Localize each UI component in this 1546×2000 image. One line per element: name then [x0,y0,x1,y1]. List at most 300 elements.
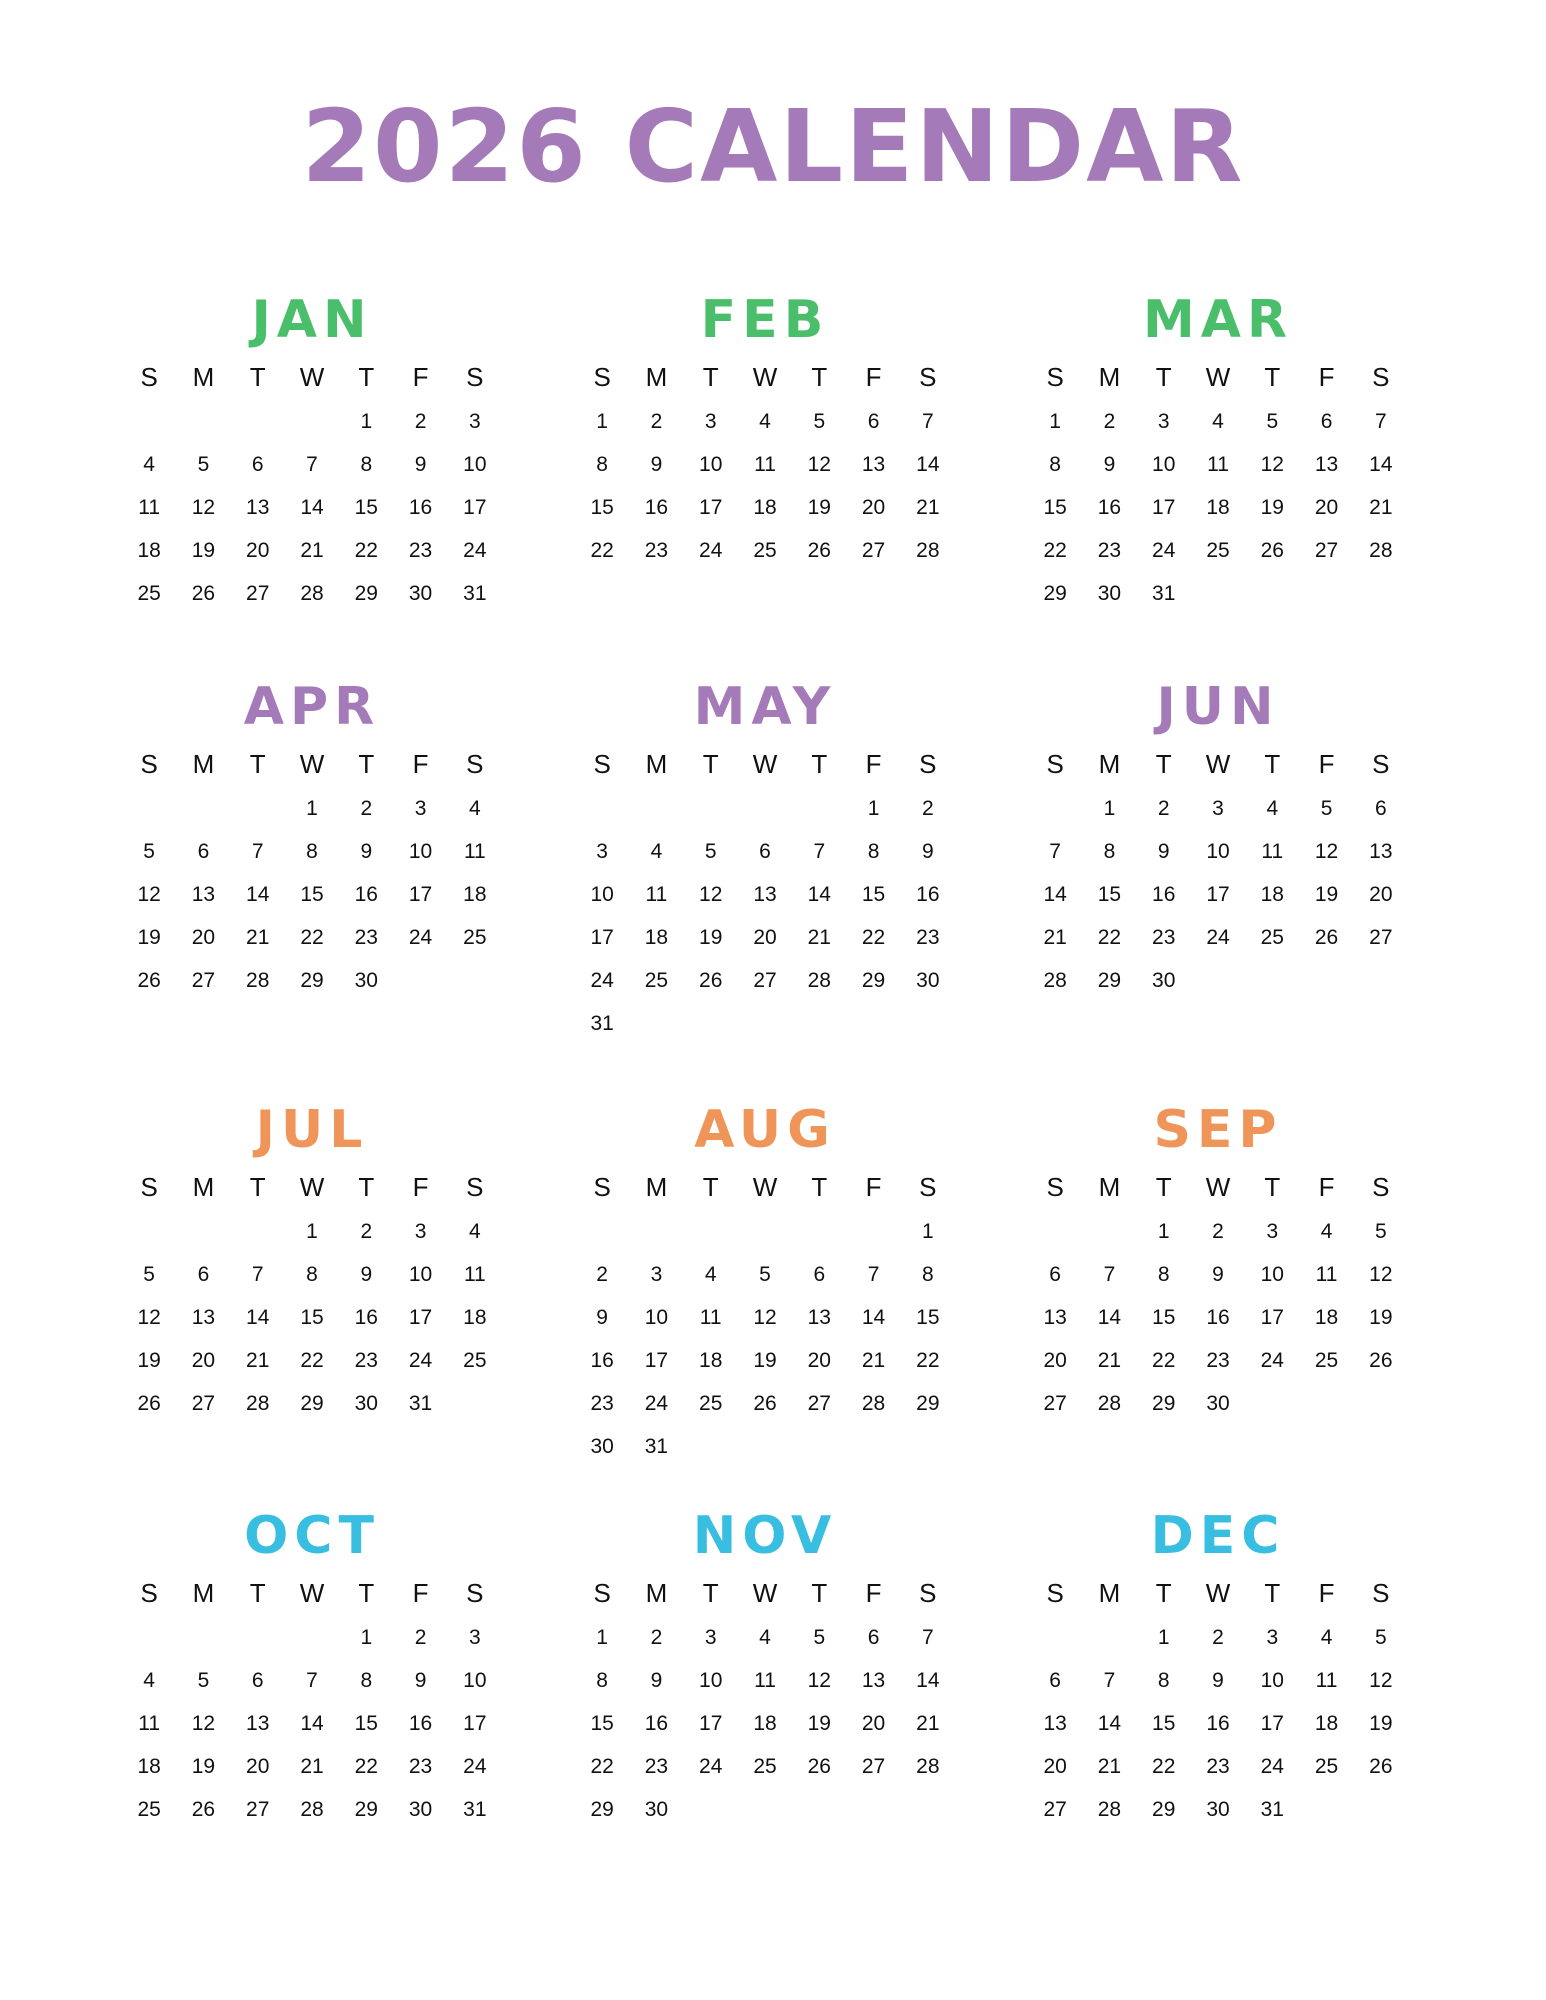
day-cell: 29 [1152,1798,1176,1821]
day-cell: 19 [1260,496,1284,519]
day-cell: 1 [360,1626,373,1649]
day-grid [1028,360,1408,615]
weekday-label: W [299,1578,325,1608]
weekday-label: S [1372,362,1390,392]
day-cell: 5 [759,1263,771,1286]
day-cell: 15 [1043,496,1067,519]
day-cell: 22 [1152,1755,1176,1778]
day-cell: 14 [807,883,831,906]
empty-day [629,787,683,830]
day-cell: 22 [590,539,614,562]
day-cell: 2 [360,1220,373,1243]
day-cell: 17 [463,496,487,519]
day-cell: 14 [1043,883,1067,906]
day-cell: 26 [1260,539,1284,562]
month-feb [575,290,955,572]
day-cell: 7 [1049,840,1061,863]
day-grid [575,360,955,572]
day-cell: 13 [191,883,216,906]
day-cell: 20 [246,539,270,562]
empty-day [231,1210,285,1253]
day-cell: 24 [408,1349,433,1372]
month-jul [122,1100,502,1425]
weekday-label: F [1318,1578,1335,1608]
day-cell: 29 [1043,582,1067,605]
day-cell: 7 [922,1626,934,1649]
day-cell: 1 [596,410,608,433]
day-cell: 15 [300,883,324,906]
weekday-label: F [865,362,882,392]
day-cell: 27 [191,969,216,992]
day-cell: 2 [1103,410,1116,433]
day-cell: 20 [807,1349,831,1372]
weekday-label: S [919,749,937,779]
day-cell: 31 [590,1012,614,1035]
day-cell: 5 [813,410,826,433]
day-cell: 21 [1097,1755,1122,1778]
empty-day [846,1210,900,1253]
day-cell: 25 [1206,539,1230,562]
weekday-label: W [1205,1172,1231,1202]
day-cell: 2 [650,1626,663,1649]
day-cell: 14 [246,883,270,906]
day-cell: 18 [463,1306,487,1329]
day-cell: 15 [916,1306,940,1329]
day-cell: 6 [1049,1669,1061,1692]
day-grid [575,747,955,1045]
day-cell: 11 [699,1306,722,1329]
day-cell: 17 [1206,883,1230,906]
empty-day [285,400,339,443]
day-cell: 30 [916,969,940,992]
weekday-label: W [1205,362,1231,392]
weekday-label: M [192,1172,215,1202]
empty-day [122,1210,176,1253]
weekday-label: F [865,1578,882,1608]
day-cell: 7 [306,1669,318,1692]
day-cell: 10 [644,1306,669,1329]
empty-day [122,787,176,830]
weekday-label: W [1205,1578,1231,1608]
day-cell: 30 [354,969,378,992]
month-name: FEB [700,290,830,350]
empty-day [231,787,285,830]
day-cell: 4 [704,1263,717,1286]
weekday-label: T [249,749,266,779]
day-cell: 20 [191,1349,216,1372]
day-cell: 3 [469,410,481,433]
day-cell: 1 [306,1220,318,1243]
day-cell: 30 [1097,582,1122,605]
day-grid [575,1170,955,1468]
day-cell: 3 [414,797,427,820]
day-cell: 26 [191,582,216,605]
day-cell: 3 [650,1263,663,1286]
day-cell: 1 [1049,410,1061,433]
day-cell: 10 [1152,453,1176,476]
weekday-label: S [466,749,484,779]
day-cell: 18 [463,883,487,906]
day-grid [122,1170,502,1425]
month-name: SEP [1153,1100,1283,1160]
day-cell: 6 [867,1626,880,1649]
day-cell: 10 [699,1669,723,1692]
day-cell: 23 [644,539,669,562]
day-cell: 20 [861,1712,886,1735]
weekday-label: S [1046,1172,1064,1202]
day-cell: 15 [354,496,378,519]
month-sep [1028,1100,1408,1425]
day-cell: 23 [1097,539,1122,562]
month-apr [122,677,502,1002]
day-cell: 22 [300,1349,324,1372]
weekday-label: S [466,362,484,392]
empty-day [792,787,846,830]
month-name: APR [243,677,381,737]
day-cell: 19 [191,539,216,562]
day-cell: 5 [143,840,155,863]
day-cell: 8 [596,453,608,476]
weekday-label: W [752,749,778,779]
day-cell: 30 [590,1435,614,1458]
day-cell: 19 [753,1349,777,1372]
day-cell: 13 [861,1669,886,1692]
weekday-label: T [702,1578,719,1608]
day-cell: 6 [197,1263,210,1286]
day-cell: 7 [251,840,264,863]
day-cell: 2 [414,1626,427,1649]
weekday-label: F [412,362,429,392]
day-cell: 26 [699,969,723,992]
day-cell: 21 [916,496,940,519]
day-cell: 10 [1260,1669,1284,1692]
day-cell: 18 [1314,1712,1339,1735]
weekday-label: S [1046,1578,1064,1608]
day-cell: 20 [861,496,886,519]
day-cell: 17 [1260,1306,1284,1329]
empty-day [1082,1616,1136,1659]
day-cell: 9 [1212,1669,1224,1692]
day-cell: 14 [300,1712,324,1735]
month-dec [1028,1506,1408,1831]
day-cell: 15 [1097,883,1122,906]
day-cell: 23 [916,926,940,949]
day-cell: 6 [251,1669,264,1692]
day-grid [122,747,502,1002]
day-cell: 2 [596,1263,608,1286]
day-cell: 19 [1369,1712,1393,1735]
day-cell: 15 [354,1712,378,1735]
day-cell: 10 [463,1669,487,1692]
day-cell: 28 [1043,969,1067,992]
page-title: 2026 CALENDAR [301,88,1245,205]
day-cell: 7 [251,1263,264,1286]
day-cell: 7 [813,840,826,863]
weekday-label: T [358,362,375,392]
day-cell: 26 [191,1798,216,1821]
day-cell: 6 [251,453,264,476]
month-name: NOV [692,1506,838,1566]
month-jan [122,290,502,615]
weekday-label: M [645,749,668,779]
day-cell: 24 [463,1755,487,1778]
day-cell: 30 [354,1392,378,1415]
day-cell: 30 [408,582,433,605]
empty-day [122,400,176,443]
day-cell: 8 [922,1263,934,1286]
day-cell: 21 [916,1712,940,1735]
day-cell: 4 [759,1626,771,1649]
day-cell: 12 [807,453,831,476]
day-cell: 21 [861,1349,886,1372]
day-cell: 14 [1097,1712,1122,1735]
day-cell: 8 [306,840,318,863]
day-cell: 10 [699,453,723,476]
day-cell: 10 [408,1263,433,1286]
empty-day [231,400,285,443]
day-cell: 5 [197,1669,210,1692]
day-cell: 14 [1369,453,1393,476]
day-cell: 16 [408,1712,433,1735]
day-cell: 20 [191,926,216,949]
weekday-label: M [645,1172,668,1202]
day-cell: 8 [1049,453,1061,476]
day-cell: 19 [137,926,161,949]
weekday-label: S [593,1578,611,1608]
weekday-label: S [140,362,158,392]
day-cell: 31 [1260,1798,1284,1821]
month-name: JUN [1156,677,1280,737]
weekday-label: T [358,1578,375,1608]
day-cell: 22 [1097,926,1122,949]
day-cell: 31 [1152,582,1176,605]
empty-day [176,787,230,830]
empty-day [176,1616,230,1659]
day-cell: 11 [463,1263,486,1286]
day-cell: 29 [300,1392,324,1415]
day-cell: 29 [1152,1392,1176,1415]
day-cell: 28 [807,969,831,992]
day-cell: 19 [807,1712,831,1735]
day-cell: 29 [354,1798,378,1821]
day-cell: 24 [1260,1755,1284,1778]
day-cell: 3 [469,1626,481,1649]
day-cell: 7 [867,1263,880,1286]
day-cell: 19 [191,1755,216,1778]
empty-day [1028,1616,1082,1659]
day-cell: 29 [1097,969,1122,992]
day-cell: 9 [596,1306,608,1329]
weekday-label: T [358,1172,375,1202]
day-cell: 19 [699,926,723,949]
day-cell: 9 [922,840,934,863]
day-cell: 24 [590,969,614,992]
day-cell: 12 [1314,840,1339,863]
day-cell: 10 [463,453,487,476]
day-cell: 25 [753,539,777,562]
day-grid [1028,747,1408,1002]
weekday-label: W [752,362,778,392]
day-cell: 24 [699,1755,723,1778]
day-cell: 17 [1152,496,1176,519]
day-cell: 27 [1314,539,1339,562]
day-cell: 20 [1314,496,1339,519]
weekday-label: F [412,749,429,779]
weekday-label: W [299,1172,325,1202]
day-cell: 18 [753,1712,777,1735]
day-cell: 2 [1157,797,1170,820]
day-cell: 9 [650,453,663,476]
day-cell: 12 [753,1306,777,1329]
day-cell: 22 [354,1755,378,1778]
day-cell: 26 [807,539,831,562]
day-cell: 28 [246,1392,270,1415]
day-cell: 17 [644,1349,669,1372]
day-cell: 21 [1369,496,1393,519]
day-cell: 21 [246,1349,270,1372]
day-cell: 22 [354,539,378,562]
weekday-label: T [249,1172,266,1202]
day-cell: 21 [1097,1349,1122,1372]
day-cell: 10 [408,840,433,863]
day-cell: 15 [1152,1712,1176,1735]
day-cell: 21 [300,1755,324,1778]
day-cell: 22 [1043,539,1067,562]
day-cell: 4 [1320,1626,1333,1649]
month-name: MAR [1142,290,1294,350]
day-cell: 3 [1157,410,1170,433]
day-cell: 3 [414,1220,427,1243]
day-cell: 13 [1314,453,1339,476]
empty-day [575,1210,629,1253]
day-cell: 27 [861,1755,886,1778]
empty-day [1028,787,1082,830]
weekday-label: S [140,1172,158,1202]
day-cell: 17 [699,1712,723,1735]
day-cell: 1 [1157,1626,1170,1649]
day-cell: 21 [1043,926,1067,949]
day-cell: 18 [137,1755,161,1778]
day-cell: 16 [1097,496,1122,519]
day-cell: 12 [1369,1669,1393,1692]
empty-day [1028,1210,1082,1253]
day-cell: 4 [1212,410,1224,433]
day-cell: 14 [1097,1306,1122,1329]
day-cell: 5 [197,453,210,476]
weekday-label: S [140,749,158,779]
day-cell: 11 [754,1669,776,1692]
day-cell: 2 [650,410,663,433]
day-cell: 21 [300,539,324,562]
day-cell: 8 [306,1263,318,1286]
day-cell: 2 [1212,1220,1224,1243]
day-cell: 15 [300,1306,324,1329]
day-cell: 7 [1375,410,1387,433]
day-cell: 16 [408,496,433,519]
day-cell: 1 [1103,797,1116,820]
day-cell: 26 [753,1392,777,1415]
day-cell: 11 [138,496,161,519]
weekday-label: S [919,362,937,392]
day-grid [122,1576,502,1831]
day-cell: 12 [137,883,161,906]
day-cell: 17 [408,883,433,906]
day-grid [122,360,502,615]
day-cell: 22 [590,1755,614,1778]
day-cell: 11 [1315,1669,1338,1692]
day-cell: 30 [1206,1392,1230,1415]
day-cell: 27 [807,1392,831,1415]
day-cell: 12 [1260,453,1284,476]
empty-day [684,787,738,830]
day-cell: 16 [644,1712,669,1735]
day-cell: 1 [867,797,880,820]
day-cell: 20 [1043,1349,1067,1372]
day-cell: 15 [590,1712,614,1735]
day-cell: 8 [1157,1263,1170,1286]
day-cell: 14 [861,1306,886,1329]
day-cell: 28 [1097,1392,1122,1415]
day-cell: 18 [1314,1306,1339,1329]
day-cell: 5 [1375,1220,1387,1243]
day-cell: 16 [644,496,669,519]
day-cell: 11 [463,840,486,863]
day-cell: 25 [463,926,487,949]
day-cell: 1 [922,1220,934,1243]
month-name: OCT [244,1506,380,1566]
day-cell: 9 [360,1263,373,1286]
day-cell: 23 [354,926,378,949]
weekday-label: T [811,362,828,392]
empty-day [122,1616,176,1659]
month-jun [1028,677,1408,1002]
day-cell: 28 [300,582,324,605]
day-cell: 27 [1043,1798,1067,1821]
empty-day [176,1210,230,1253]
day-cell: 8 [596,1669,608,1692]
day-cell: 19 [1369,1306,1393,1329]
weekday-label: W [1205,749,1231,779]
weekday-label: S [593,1172,611,1202]
day-cell: 16 [354,883,378,906]
day-cell: 13 [1043,1712,1067,1735]
day-cell: 25 [463,1349,487,1372]
day-cell: 18 [1206,496,1230,519]
day-cell: 19 [807,496,831,519]
day-cell: 28 [916,539,940,562]
day-cell: 17 [463,1712,487,1735]
day-cell: 27 [246,582,270,605]
day-cell: 18 [644,926,669,949]
day-cell: 10 [1260,1263,1284,1286]
weekday-label: S [1372,1578,1390,1608]
day-cell: 5 [704,840,717,863]
weekday-label: T [1155,749,1172,779]
day-cell: 9 [1212,1263,1224,1286]
weekday-label: S [466,1172,484,1202]
day-cell: 11 [1261,840,1284,863]
weekday-label: W [752,1578,778,1608]
day-cell: 8 [1103,840,1116,863]
month-name: AUG [694,1100,836,1160]
day-cell: 11 [645,883,668,906]
weekday-label: S [593,749,611,779]
day-cell: 14 [916,1669,940,1692]
day-cell: 6 [759,840,771,863]
day-cell: 1 [306,797,318,820]
weekday-label: S [919,1172,937,1202]
day-cell: 24 [463,539,487,562]
